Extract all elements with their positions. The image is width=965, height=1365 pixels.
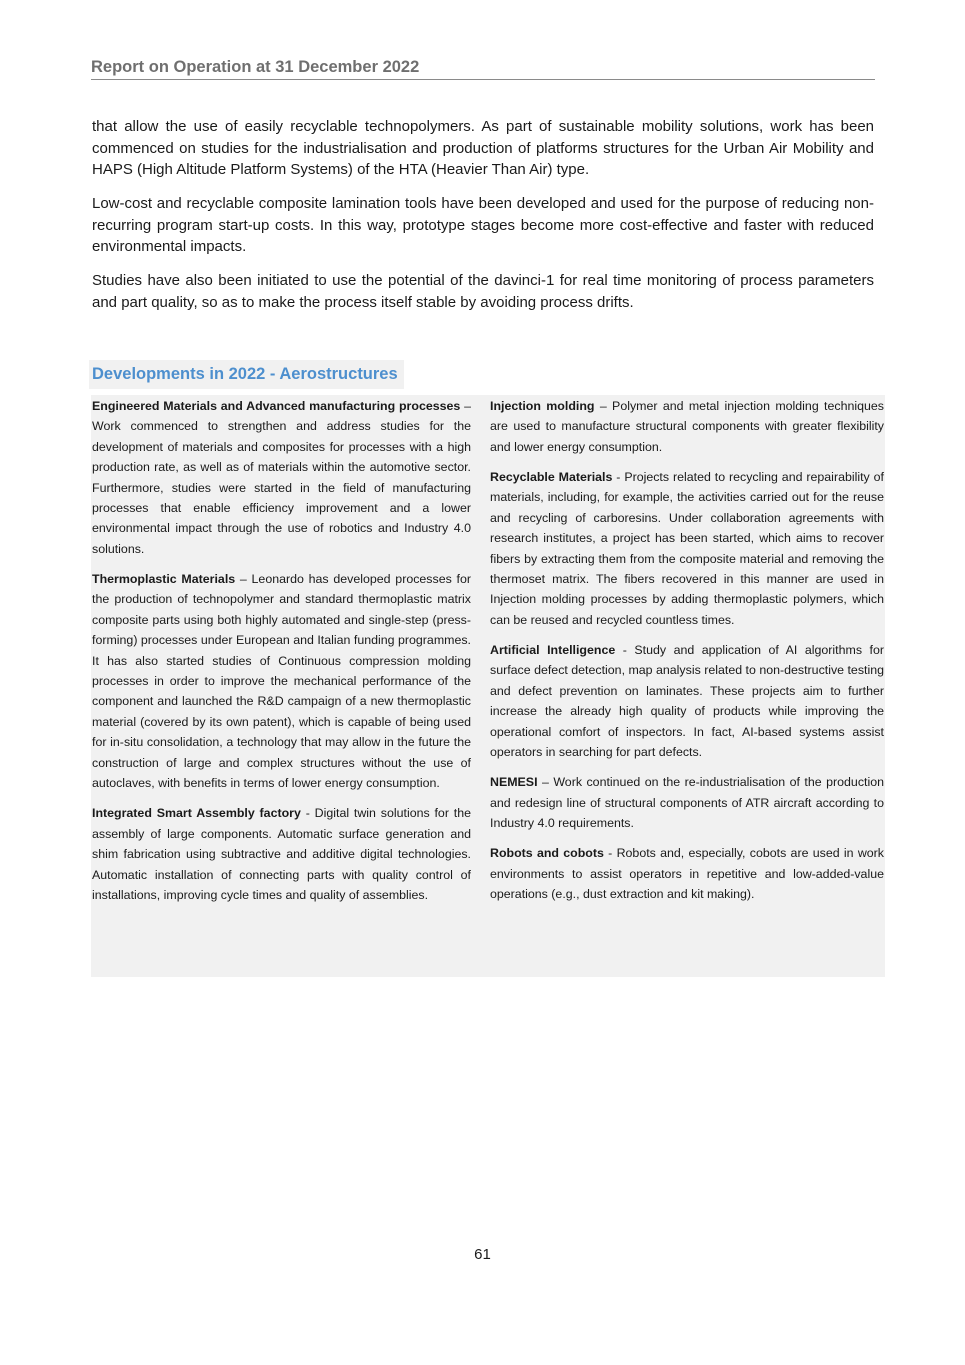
development-item <box>490 396 884 457</box>
item-text: - Robots and, especially, cobots are used in work environments to assist operators in repetitive and low-added-value operations (e.g., dust extraction and kit making). <box>490 846 884 902</box>
item-text: – Work commenced to strengthen and address studies for the development of materials and composites for processes with a high production rate, as well as of materials within the automotive sector. Furthermore, studies were started in the field of manufacturing processes that enable efficiency improvement and a lower environmental impact through the use of robotics and Industry 4.0 solutions. <box>92 399 471 556</box>
item-heading: Injection molding <box>490 399 595 413</box>
page-header <box>91 58 875 80</box>
item-text: - Study and application of AI algorithms for surface defect detection, map analysis related to non-destructive testing and defect prevention on laminates. These projects aim to further increase the already high quality of products while improving the operational comfort of inspectors. In fact, AI-based systems assist operators in searching for part defects. <box>490 643 884 760</box>
intro-paragraph: that allow the use of easily recyclable technopolymers. As part of sustainable mobility solutions, work has been commenced on studies for the industrialisation and production of platforms structures for the Urban Air Mobility and HAPS (High Altitude Platform Systems) of the HTA (Heavier Than Air) type. <box>92 118 874 178</box>
item-heading: Engineered Materials and Advanced manufacturing processes <box>92 399 461 413</box>
item-heading: NEMESI <box>490 775 538 790</box>
developments-box <box>91 395 885 977</box>
development-item <box>92 803 471 905</box>
item-text: – Work continued on the re-industrialisation of the production and redesign line of structural components of ATR aircraft according to Industry 4.0 requirements. <box>490 775 884 831</box>
item-text: – Leonardo has developed processes for the production of technopolymer and standard thermoplastic matrix composite parts using both highly automated and single-step (press-forming) processes under European and Italian funding programmes. It has also started studies of Continuous compression molding processes in order to improve the mechanical performance of the component and launched the R&D campaign of a new thermoplastic material (covered by its own patent), which is capable of being used for in-situ consolidation, a technology that may allow in the future the construction of large and complex structures without the use of autoclaves, with benefits in terms of lower energy consumption. <box>92 572 471 791</box>
development-item <box>92 569 471 793</box>
development-item <box>92 396 471 559</box>
right-column <box>490 396 884 914</box>
section-title: Developments in 2022 - Aerostructures <box>89 360 404 389</box>
intro-text <box>92 116 874 326</box>
item-text: – Polymer and metal injection molding techniques are used to manufacture structural components with greater flexibility and lower energy consumption. <box>490 399 884 454</box>
item-heading: Integrated Smart Assembly factory <box>92 806 301 821</box>
item-text: - Digital twin solutions for the assembly of large components. Automatic surface generation and shim fabrication using subtractive and additive digital technologies. Automatic installation of connecting parts with quality control of installations, improving cycle times and quality of assemblies. <box>92 806 471 902</box>
item-text: - Projects related to recycling and repairability of materials, including, for example, the activities carried out for the reuse and recycling of carboresins. Under collaboration agreements with research institutes, a project has been started, which aims to recover fibers by extracting them from the composite material and removing the thermoset matrix. The fibers recovered in this manner are used in Injection molding processes by adding thermoplastic polymers, which can be reused and recycled countless times. <box>490 470 884 627</box>
intro-paragraph: Studies have also been initiated to use the potential of the davinci-1 for real time monitoring of process parameters and part quality, so as to make the process itself stable by avoiding process drifts. <box>92 272 874 311</box>
intro-paragraph: Low-cost and recyclable composite lamination tools have been developed and used for the purpose of reducing non-recurring program start-up costs. In this way, prototype stages become more cost-effective and faster with reduced environmental impacts. <box>92 195 874 255</box>
development-item <box>490 467 884 630</box>
item-heading: Thermoplastic Materials <box>92 572 236 587</box>
development-item <box>490 640 884 762</box>
item-heading: Recyclable Materials <box>490 470 613 485</box>
development-item <box>490 843 884 904</box>
page-number: 61 <box>474 1246 491 1263</box>
development-item <box>490 772 884 833</box>
left-column <box>92 396 471 915</box>
item-heading: Artificial Intelligence <box>490 643 616 658</box>
report-title: Report on Operation at 31 December 2022 <box>91 58 420 76</box>
item-heading: Robots and cobots <box>490 846 604 861</box>
